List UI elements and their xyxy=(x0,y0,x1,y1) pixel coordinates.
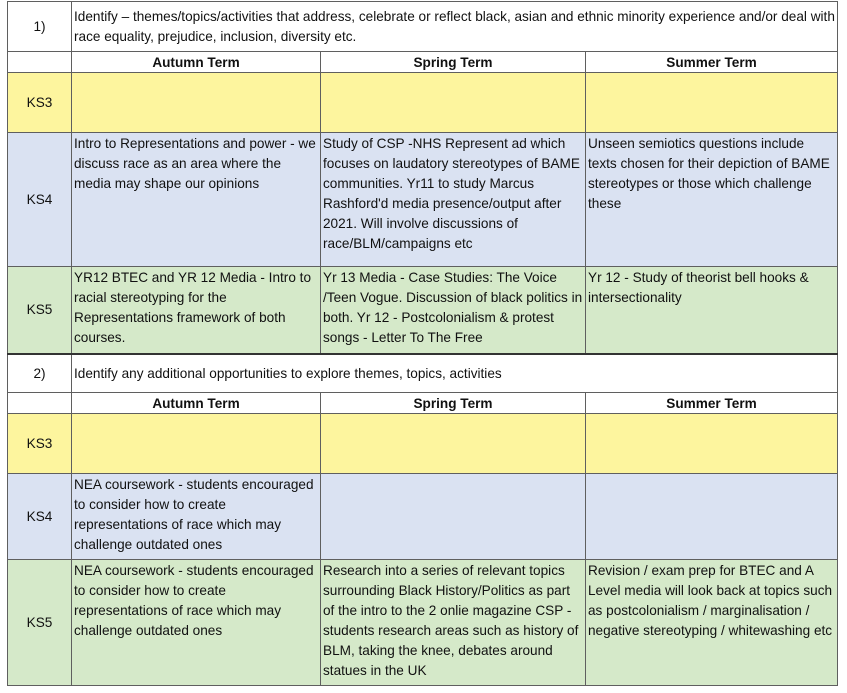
stage-label: KS3 xyxy=(8,73,72,133)
cell-autumn: Intro to Representations and power - we discuss race as an area where the media may shape our opinions xyxy=(72,133,321,267)
section-2-prompt-row xyxy=(8,354,838,393)
cell-spring: Yr 13 Media - Case Studies: The Voice /Teen Vogue. Discussion of black politics in both. Yr 12 - Postcolonialism & protest songs - Letter To The Free xyxy=(321,267,586,354)
table-row-ks4 xyxy=(8,133,838,267)
cell-summer: Yr 12 - Study of theorist bell hooks & intersectionality xyxy=(586,267,838,354)
cell-summer xyxy=(586,474,838,560)
section-number: 1) xyxy=(8,2,72,52)
cell-autumn xyxy=(72,73,321,133)
stage-label: KS5 xyxy=(8,267,72,354)
header-spring: Spring Term xyxy=(321,52,586,73)
table-row-ks5 xyxy=(8,267,838,354)
term-header-row xyxy=(8,52,838,73)
cell-spring xyxy=(321,414,586,474)
section-prompt: Identify – themes/topics/activities that address, celebrate or reflect black, asian and ethnic minority experience and/or deal with race equality, prejudice, inclusion, diversity etc. xyxy=(72,2,838,52)
cell-summer: Revision / exam prep for BTEC and A Level media will look back at topics such as postcolonialism / marginalisation / negative stereotyping / whitewashing etc xyxy=(586,560,838,686)
section-prompt: Identify any additional opportunities to explore themes, topics, activities xyxy=(72,354,838,393)
cell-summer xyxy=(586,414,838,474)
table-row-ks4 xyxy=(8,474,838,560)
cell-autumn: NEA coursework - students encouraged to consider how to create representations of race which may challenge outdated ones xyxy=(72,474,321,560)
cell-spring xyxy=(321,73,586,133)
cell-autumn: NEA coursework - students encouraged to consider how to create representations of race which may challenge outdated ones xyxy=(72,560,321,686)
cell-autumn: YR12 BTEC and YR 12 Media - Intro to racial stereotyping for the Representations framework of both courses. xyxy=(72,267,321,354)
header-autumn: Autumn Term xyxy=(72,393,321,414)
stage-label: KS5 xyxy=(8,560,72,686)
curriculum-table xyxy=(7,1,838,686)
stage-label: KS3 xyxy=(8,414,72,474)
section-number: 2) xyxy=(8,354,72,393)
table-row-ks5 xyxy=(8,560,838,686)
cell-spring: Study of CSP -NHS Represent ad which focuses on laudatory stereotypes of BAME communities. Yr11 to study Marcus Rashford'd media presence/output after 2021. Will involve discussions of race/BLM/campaigns etc xyxy=(321,133,586,267)
cell-summer xyxy=(586,73,838,133)
header-summer: Summer Term xyxy=(586,393,838,414)
stage-label: KS4 xyxy=(8,474,72,560)
header-spring: Spring Term xyxy=(321,393,586,414)
cell-spring xyxy=(321,474,586,560)
header-blank xyxy=(8,52,72,73)
stage-label: KS4 xyxy=(8,133,72,267)
section-1-prompt-row xyxy=(8,2,838,52)
cell-summer: Unseen semiotics questions include texts chosen for their depiction of BAME stereotypes or those which challenge these xyxy=(586,133,838,267)
table-row-ks3 xyxy=(8,73,838,133)
cell-spring: Research into a series of relevant topics surrounding Black History/Politics as part of the intro to the 2 onlie magazine CSP - students research areas such as history of BLM, taking the knee, debates around statues in the UK xyxy=(321,560,586,686)
header-blank xyxy=(8,393,72,414)
term-header-row xyxy=(8,393,838,414)
header-autumn: Autumn Term xyxy=(72,52,321,73)
table-row-ks3 xyxy=(8,414,838,474)
header-summer: Summer Term xyxy=(586,52,838,73)
cell-autumn xyxy=(72,414,321,474)
